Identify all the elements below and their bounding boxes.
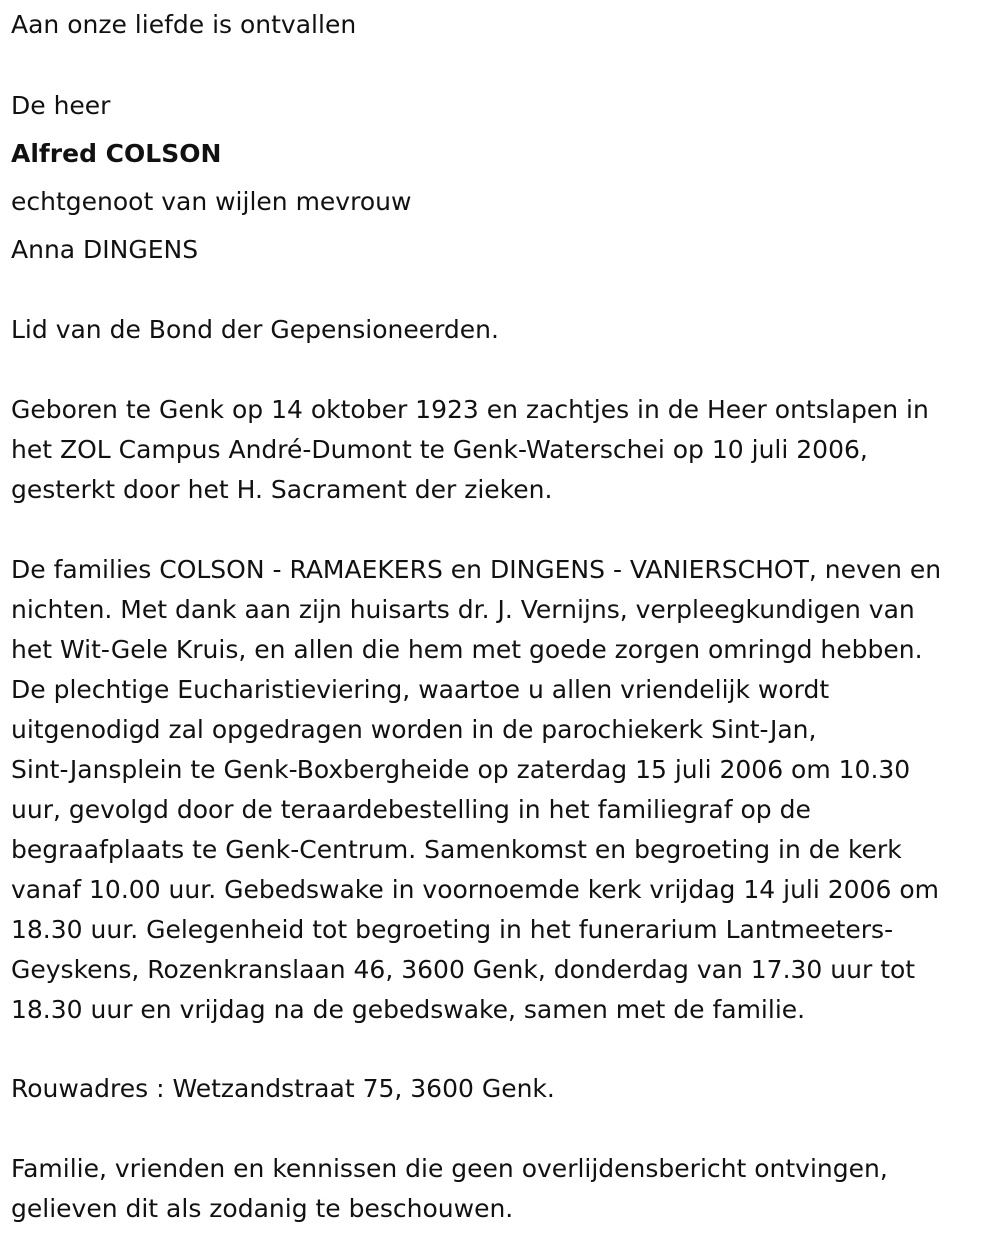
intro-text: Aan onze liefde is ontvallen (11, 10, 357, 39)
paragraph-line: vanaf 10.00 uur. Gebedswake in voornoemde kerk vrijdag 14 juli 2006 om (11, 875, 939, 904)
birth-death-paragraph (11, 390, 993, 510)
membership-text: Lid van de Bond der Gepensioneerden. (11, 315, 499, 344)
paragraph-line: De plechtige Eucharistieviering, waartoe u allen vriendelijk wordt (11, 675, 830, 704)
paragraph-line: 18.30 uur. Gelegenheid tot begroeting in het funerarium Lantmeeters- (11, 915, 894, 944)
paragraph-line: begraafplaats te Genk-Centrum. Samenkomst en begroeting in de kerk (11, 835, 902, 864)
paragraph-line: gelieven dit als zodanig te beschouwen. (11, 1194, 514, 1223)
paragraph-line: uur, gevolgd door de teraardebestelling in het familiegraf op de (11, 795, 811, 824)
spouse-name: Anna DINGENS (11, 235, 199, 264)
paragraph-line: Geboren te Genk op 14 oktober 1923 en zachtjes in de Heer ontslapen in (11, 395, 929, 424)
paragraph-line: nichten. Met dank aan zijn huisarts dr. J. Vernijns, verpleegkundigen van (11, 595, 915, 624)
deceased-name: Alfred COLSON (11, 139, 222, 168)
paragraph-line: 18.30 uur en vrijdag na de gebedswake, samen met de familie. (11, 995, 806, 1024)
salutation: De heer (11, 91, 111, 120)
paragraph-line: Familie, vrienden en kennissen die geen overlijdensbericht ontvingen, (11, 1154, 888, 1183)
spouse-line: echtgenoot van wijlen mevrouw (11, 187, 412, 216)
paragraph-line: gesterkt door het H. Sacrament der zieken. (11, 475, 553, 504)
closing-paragraph (11, 1149, 993, 1229)
paragraph-line: het Wit-Gele Kruis, en allen die hem met goede zorgen omringd hebben. (11, 635, 923, 664)
mourning-address: Rouwadres : Wetzandstraat 75, 3600 Genk. (11, 1074, 555, 1103)
families-paragraph (11, 550, 993, 1030)
paragraph-line: De families COLSON - RAMAEKERS en DINGENS - VANIERSCHOT, neven en (11, 555, 942, 584)
paragraph-line: uitgenodigd zal opgedragen worden in de parochiekerk Sint-Jan, (11, 715, 817, 744)
paragraph-line: Sint-Jansplein te Genk-Boxbergheide op zaterdag 15 juli 2006 om 10.30 (11, 755, 911, 784)
paragraph-line: het ZOL Campus André-Dumont te Genk-Waterschei op 10 juli 2006, (11, 435, 868, 464)
paragraph-line: Geyskens, Rozenkranslaan 46, 3600 Genk, donderdag van 17.30 uur tot (11, 955, 916, 984)
